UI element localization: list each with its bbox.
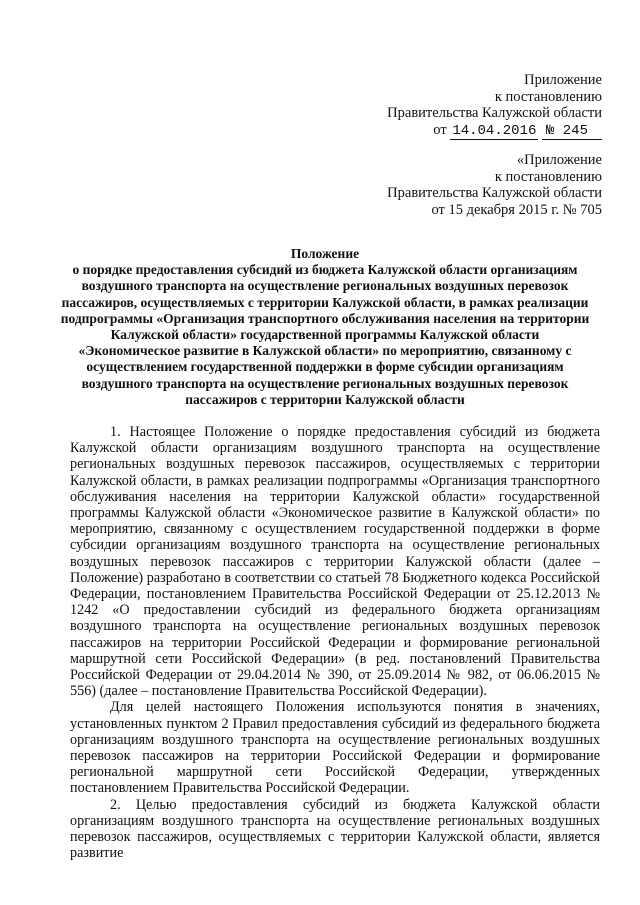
annex-date-line [387, 122, 602, 140]
number-sign: № [545, 122, 555, 139]
annex-subtitle: к постановлению [494, 88, 602, 105]
regulation-heading: Положение [290, 246, 360, 261]
paragraph-3: 2. Целью предоставления субсидий из бюджета Калужской области организациям воздушного транспорта на осуществление региональных воздушных перевозок пассажиров, осуществляемых с территории Калужской области, является развитие [70, 796, 600, 862]
annex-authority: Правительства Калужской области [387, 105, 602, 121]
document-date: 14.04.2016 [452, 122, 537, 139]
date-prefix: от [433, 121, 447, 138]
document-number: 245 [562, 122, 588, 139]
regulation-body [70, 424, 600, 861]
quoted-annex-authority: Правительства Калужской области [387, 185, 602, 201]
regulation-subject: о порядке предоставления субсидий из бюджета Калужской области организациям воздушного транспорта на осуществление региональных воздушных перевозок пассажиров, осуществляемых с территории Калужской области, в рамках реализации подпрограммы «Организация транспортного обслуживания населения на территории Калужской области» государственной программы Калужской области «Экономическое развитие в Калужской области» по мероприятию, связанному с осуществлением государственной поддержки в форме субсидии организациям воздушного транспорта на осуществление региональных воздушных перевозок пассажиров с территории Калужской области [60, 262, 590, 407]
paragraph-1: 1. Настоящее Положение о порядке предоставления субсидий из бюджета Калужской области организациям воздушного транспорта на осуществление региональных воздушных перевозок пассажиров, осуществляемых с территории Калужской области, в рамках реализации подпрограммы «Организация транспортного обслуживания населения на территории Калужской области» государственной программы Калужской области «Экономическое развитие в Калужской области» по мероприятию, связанному с осуществлением государственной поддержки в форме субсидии организациям воздушного транспорта на осуществление региональных воздушных перевозок пассажиров с территории Калужской области (далее – Положение) разработано в соответствии со статьей 78 Бюджетного кодекса Российской Федерации, постановлением Правительства Российской Федерации от 25.12.2013 № 1242 «О предоставлении субсидий из федерального бюджета организациям воздушного транспорта на осуществление региональных воздушных перевозок пассажиров на территории Российской Федерации и формирование региональной маршрутной сети Российской Федерации» (в ред. постановлений Правительства Российской Федерации от 29.04.2014 № 390, от 25.09.2014 № 982, от 06.06.2015 № 556) (далее – постановление Правительства Российской Федерации). [70, 424, 600, 700]
annex-title: Приложение [524, 72, 602, 88]
annex-header [387, 72, 602, 139]
regulation-title [60, 246, 590, 408]
quoted-annex-header [387, 152, 602, 218]
quoted-annex-subtitle: к постановлению [494, 168, 602, 185]
quoted-annex-date: от 15 декабря 2015 г. № 705 [431, 201, 602, 218]
document-number-field [542, 123, 602, 140]
quoted-annex-title: «Приложение [516, 152, 602, 168]
paragraph-2: Для целей настоящего Положения используются понятия в значениях, установленных пунктом 2 Правил предоставления субсидий из федерального бюджета организациям воздушного транспорта на осуществление региональных воздушных перевозок пассажиров на территории Российской Федерации и формирование региональной маршрутной сети Российской Федерации, утвержденных постановлением Правительства Российской Федерации. [70, 699, 600, 797]
